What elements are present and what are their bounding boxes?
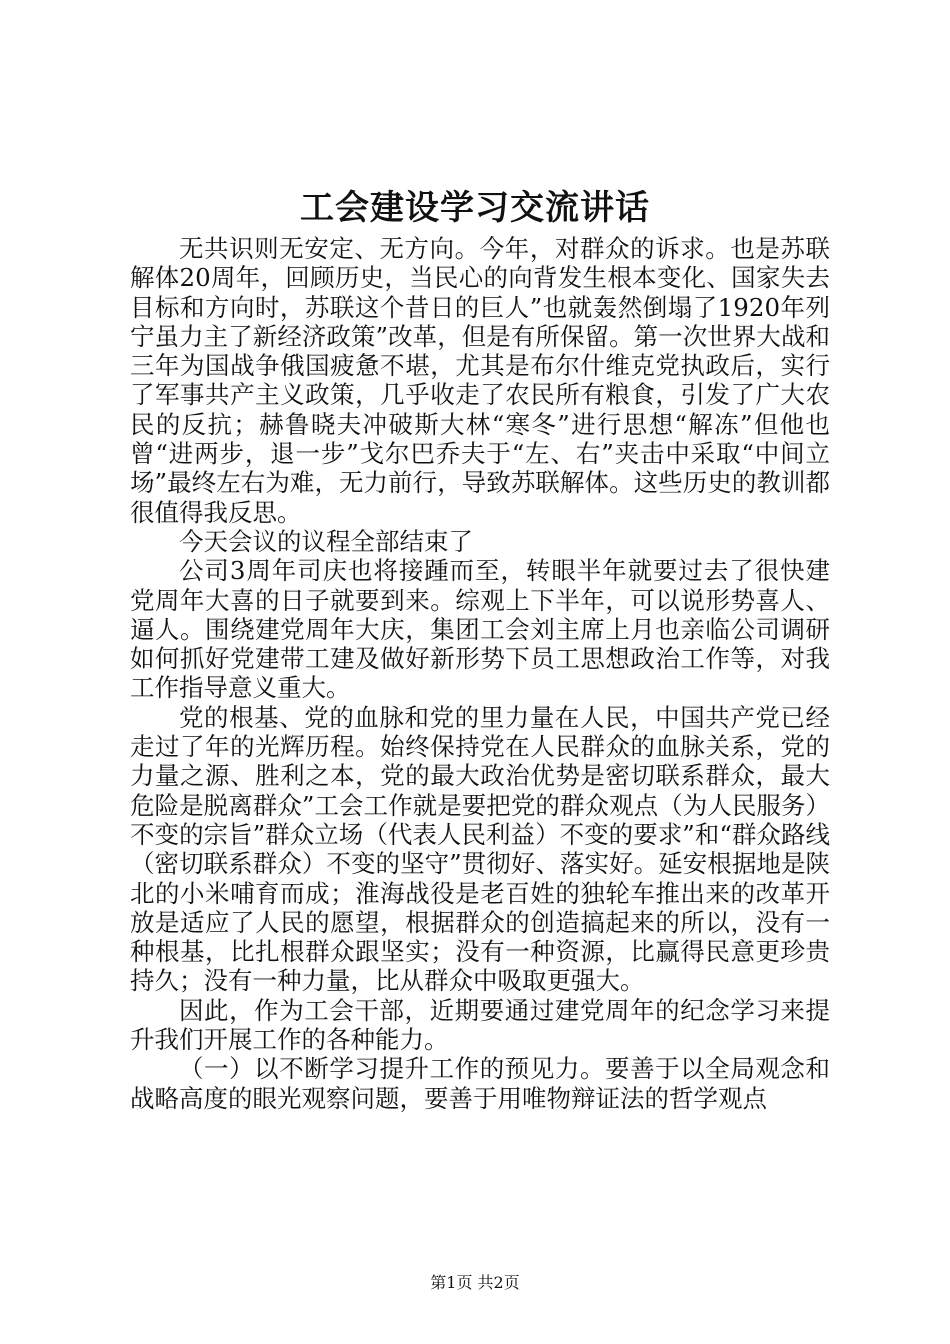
paragraph: 党的根基、党的血脉和党的里力量在人民，中国共产党已经走过了年的光辉历程。始终保持党在人民群众的血脉关系，党的力量之源、胜利之本，党的最大政治优势是密切联系群众，最大危险是脱离群众”工会工作就是要把党的群众观点（为人民服务）不变的宗旨”群众立场（代表人民利益）不变的要求”和“群众路线（密切联系群众）不变的坚守”贯彻好、落实好。延安根据地是陕北的小米哺育而成；淮海战役是老百姓的独轮车推出来的改革开放是适应了人民的愿望，根据群众的创造搞起来的所以，没有一种根基，比扎根群众跟坚实；没有一种资源，比赢得民意更珍贵持久；没有一种力量，比从群众中吸取更强大。: [130, 702, 830, 996]
document-body: [130, 234, 830, 1113]
paragraph: 今天会议的议程全部结束了: [179, 526, 473, 556]
page-footer: 第1页 共2页: [430, 1273, 520, 1292]
paragraph: 因此，作为工会干部，近期要通过建党周年的纪念学习来提升我们开展工作的各种能力。: [130, 995, 830, 1055]
paragraph: 无共识则无安定、无方向。今年，对群众的诉求。也是苏联解体20周年，回顾历史，当民心的向背发生根本变化、国家失去目标和方向时，苏联这个昔日的巨人”也就轰然倒塌了1920年列宁虽力主了新经济政策”改革，但是有所保留。第一次世界大战和三年为国战争俄国疲惫不堪，尤其是布尔什维克党执政后，实行了军事共产主义政策，几乎收走了农民所有粮食，引发了广大农民的反抗；赫鲁晓夫冲破斯大林“寒冬”进行思想“解冻”但他也曾“进两步，退一步”戈尔巴乔夫于“左、右”夹击中采取“中间立场”最终左右为难，无力前行，导致苏联解体。这些历史的教训都很值得我反思。: [130, 234, 830, 527]
paragraph: 公司3周年司庆也将接踵而至，转眼半年就要过去了很快建党周年大喜的日子就要到来。综观上下半年，可以说形势喜人、逼人。围绕建党周年大庆，集团工会刘主席上月也亲临公司调研如何抓好党建带工建及做好新形势下员工思想政治工作等，对我工作指导意义重大。: [130, 556, 830, 703]
document-title: 工会建设学习交流讲话: [300, 188, 650, 228]
paragraph: （一）以不断学习提升工作的预见力。要善于以全局观念和战略高度的眼光观察问题，要善于用唯物辩证法的哲学观点: [130, 1054, 830, 1113]
